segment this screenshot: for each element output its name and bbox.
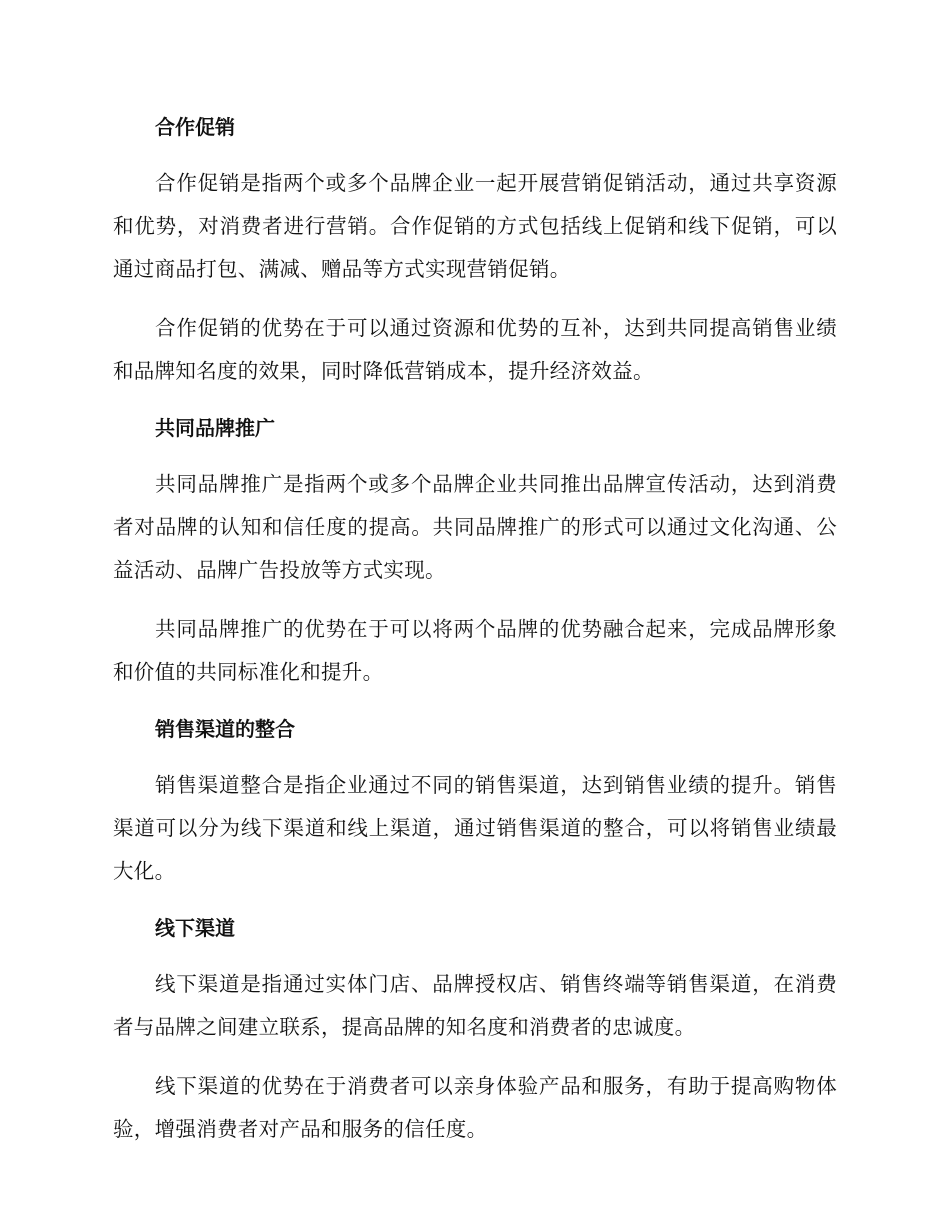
paragraph: 共同品牌推广的优势在于可以将两个品牌的优势融合起来，完成品牌形象和价值的共同标准化和提升。 — [113, 617, 837, 684]
paragraph: 合作促销的优势在于可以通过资源和优势的互补，达到共同提高销售业绩和品牌知名度的效果，同时降低营销成本，提升经济效益。 — [113, 316, 837, 383]
paragraph: 销售渠道整合是指企业通过不同的销售渠道，达到销售业绩的提升。销售渠道可以分为线下渠道和线上渠道，通过销售渠道的整合，可以将销售业绩最大化。 — [113, 773, 837, 883]
section-sales-channel-integration — [113, 710, 837, 893]
section-offline-channels — [113, 909, 837, 1151]
paragraph: 线下渠道是指通过实体门店、品牌授权店、销售终端等销售渠道，在消费者与品牌之间建立联系，提高品牌的知名度和消费者的忠诚度。 — [113, 972, 837, 1039]
paragraph: 共同品牌推广是指两个或多个品牌企业共同推出品牌宣传活动，达到消费者对品牌的认知和信任度的提高。共同品牌推广的形式可以通过文化沟通、公益活动、品牌广告投放等方式实现。 — [113, 472, 837, 582]
section-cooperative-promotion — [113, 108, 837, 393]
paragraph: 线下渠道的优势在于消费者可以亲身体验产品和服务，有助于提高购物体验，增强消费者对产品和服务的信任度。 — [113, 1074, 837, 1141]
paragraph: 合作促销是指两个或多个品牌企业一起开展营销促销活动，通过共享资源和优势，对消费者进行营销。合作促销的方式包括线上促销和线下促销，可以通过商品打包、满减、赠品等方式实现营销促销。 — [113, 171, 837, 281]
section-heading: 合作促销 — [155, 115, 235, 139]
document-page — [113, 108, 837, 1167]
section-heading: 共同品牌推广 — [155, 416, 275, 440]
section-heading: 线下渠道 — [155, 916, 235, 940]
section-joint-brand-promotion — [113, 409, 837, 694]
section-heading: 销售渠道的整合 — [155, 717, 295, 741]
